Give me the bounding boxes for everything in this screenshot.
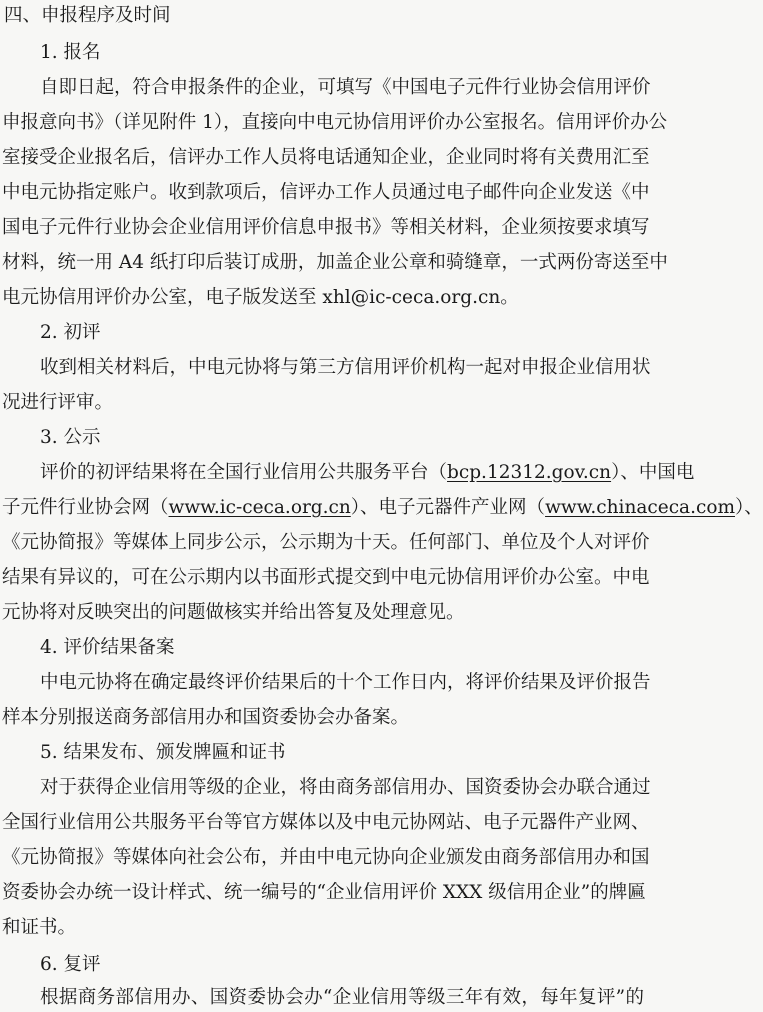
step-heading-filing: 4. 评价结果备案 xyxy=(40,637,175,658)
text-run: ）、 xyxy=(735,497,763,518)
step-heading-preliminary-review: 2. 初评 xyxy=(40,322,101,343)
text-run: 评价的初评结果将在全国行业信用公共服务平台（ xyxy=(40,462,448,483)
text-run: ）、电子元器件产业网（ xyxy=(350,497,546,518)
paragraph-line xyxy=(40,461,695,485)
paragraph-line: 申报意向书》（详见附件 1），直接向中电元协信用评价办公室报名。信用评价办公 xyxy=(2,112,668,133)
paragraph-line: 全国行业信用公共服务平台等官方媒体以及中电元协网站、电子元器件产业网、 xyxy=(2,812,650,833)
step-heading-registration: 1. 报名 xyxy=(40,42,101,63)
paragraph-line: 中电元协将在确定最终评价结果后的十个工作日内，将评价结果及评价报告 xyxy=(40,672,651,693)
paragraph-line: 材料，统一用 A4 纸打印后装订成册，加盖企业公章和骑缝章，一式两份寄送至中 xyxy=(2,252,668,273)
paragraph-line: 《元协简报》等媒体上同步公示，公示期为十天。任何部门、单位及个人对评价 xyxy=(2,532,650,553)
bcp-link[interactable]: bcp.12312.gov.cn xyxy=(447,462,612,483)
paragraph-line: 根据商务部信用办、国资委协会办“企业信用等级三年有效，每年复评”的 xyxy=(40,987,644,1008)
chinaceca-link[interactable]: www.chinaceca.com xyxy=(545,497,736,518)
paragraph-line: 况进行评审。 xyxy=(2,392,114,413)
paragraph-line: 自即日起，符合申报条件的企业，可填写《中国电子元件行业协会信用评价 xyxy=(40,77,651,98)
paragraph-line: 结果有异议的，可在公示期内以书面形式提交到中电元协信用评价办公室。中电 xyxy=(2,567,650,588)
paragraph-line: 样本分别报送商务部信用办和国资委协会办备案。 xyxy=(2,707,410,728)
paragraph-line: 室接受企业报名后，信评办工作人员将电话通知企业，企业同时将有关费用汇至 xyxy=(2,147,650,168)
paragraph-line: 资委协会办统一设计样式、统一编号的“企业信用评价 XXX 级信用企业”的牌匾 xyxy=(2,882,646,903)
paragraph-line xyxy=(2,496,763,520)
step-heading-publicity: 3. 公示 xyxy=(40,427,101,448)
text-run: 子元件行业协会网（ xyxy=(2,497,169,518)
paragraph-line: 和证书。 xyxy=(2,917,77,938)
paragraph-line: 《元协简报》等媒体向社会公布，并由中电元协向企业颁发由商务部信用办和国 xyxy=(2,847,650,868)
paragraph-line: 中电元协指定账户。收到款项后，信评办工作人员通过电子邮件向企业发送《中 xyxy=(2,182,650,203)
section-title: 四、申报程序及时间 xyxy=(4,5,171,26)
paragraph-line: 收到相关材料后，中电元协将与第三方信用评价机构一起对申报企业信用状 xyxy=(40,357,651,378)
step-heading-publish-results: 5. 结果发布、颁发牌匾和证书 xyxy=(40,742,286,763)
text-run: ）、中国电 xyxy=(611,462,695,483)
step-heading-re-evaluation: 6. 复评 xyxy=(40,954,101,975)
paragraph-line: 国电子元件行业协会企业信用评价信息申报书》等相关材料，企业须按要求填写 xyxy=(2,217,650,238)
paragraph-line: 电元协信用评价办公室，电子版发送至 xhl@ic-ceca.org.cn。 xyxy=(2,287,519,308)
paragraph-line: 元协将对反映突出的问题做核实并给出答复及处理意见。 xyxy=(2,602,465,623)
paragraph-line: 对于获得企业信用等级的企业，将由商务部信用办、国资委协会办联合通过 xyxy=(40,777,651,798)
ic-ceca-link[interactable]: www.ic-ceca.org.cn xyxy=(168,497,351,518)
